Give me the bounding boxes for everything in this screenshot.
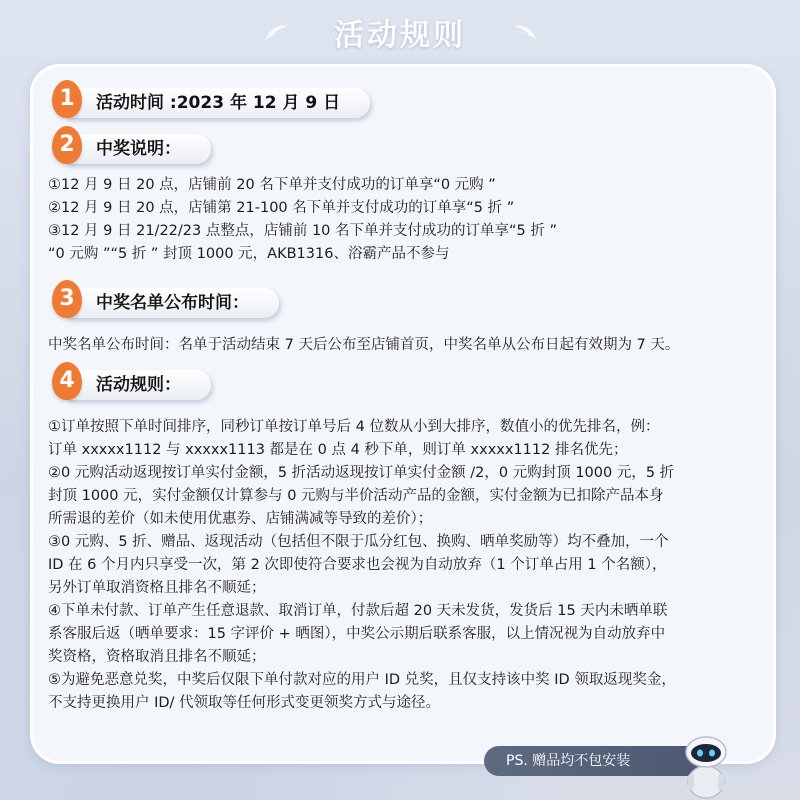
section-number-badge: 1 — [52, 80, 82, 118]
rule-line: 不支持更换用户 ID/ 代领取等任何形式变更领奖方式与途径。 — [48, 695, 441, 711]
section-4-body — [48, 416, 768, 715]
rule-line: 奖资格，资格取消且排名不顺延； — [48, 649, 266, 665]
rule-line: “0 元购 ”“5 折 ” 封顶 1000 元，AKB1316、浴霸产品不参与 — [48, 246, 450, 262]
rule-line: 另外订单取消资格且排名不顺延； — [48, 580, 266, 596]
ps-note: PS. 赠品均不包安装 — [484, 746, 714, 776]
rule-line: ③0 元购、5 折、赠品、返现活动（包括但不限于瓜分红包、换购、晒单奖励等）均不叠加，一个 — [48, 534, 669, 550]
rule-line: 所需退的差价（如未使用优惠券、店铺满减等导致的差价）； — [48, 511, 433, 527]
section-number-badge: 2 — [52, 126, 82, 164]
rule-line: 系客服后返（晒单要求：15 字评价 + 晒图），中奖公示期后联系客服，以上情况视为自动放弃中 — [48, 626, 666, 642]
section-title: 中奖说明： — [66, 134, 211, 164]
section-title: 活动规则： — [66, 370, 211, 400]
section-title: 中奖名单公布时间： — [66, 288, 279, 318]
rule-line: ③12 月 9 日 21/22/23 点整点，店铺前 10 名下单并支付成功的订单享“5 折 ” — [48, 223, 557, 239]
rule-line: 订单 xxxxx1112 与 xxxxx1113 都是在 0 点 4 秒下单，则订单 xxxxx1112 排名优先； — [48, 442, 628, 458]
section-title: 活动时间 :2023 年 12 月 9 日 — [66, 88, 370, 118]
rule-line: ①订单按照下单时间排序，同秒订单按订单号后 4 位数从小到大排序，数值小的优先排名，例： — [48, 419, 660, 435]
rule-line: ②12 月 9 日 20 点，店铺第 21-100 名下单并支付成功的订单享“5 折 ” — [48, 200, 515, 216]
section-number-badge: 4 — [52, 362, 82, 400]
rule-line: 中奖名单公布时间：名单于活动结束 7 天后公布至店铺首页，中奖名单从公布日起有效期为 7 天。 — [48, 337, 680, 353]
rule-line: ID 在 6 个月内只享受一次，第 2 次即使符合要求也会视为自动放弃（1 个订单占用 1 个名额）， — [48, 557, 667, 573]
section-3-body — [48, 334, 768, 357]
wing-icon-right — [512, 22, 538, 44]
rule-line: ⑤为避免恶意兑奖，中奖后仅限下单付款对应的用户 ID 兑奖，且仅支持该中奖 ID 领取返现奖金， — [48, 672, 676, 688]
rule-line: ②0 元购活动返现按订单实付金额，5 折活动返现按订单实付金额 /2，0 元购封顶 1000 元，5 折 — [48, 465, 675, 481]
section-2-body — [48, 174, 768, 266]
rule-line: 封顶 1000 元，实付金额仅计算参与 0 元购与半价活动产品的金额，实付金额为已扣除产品本身 — [48, 488, 664, 504]
section-number-badge: 3 — [52, 280, 82, 318]
rule-line: ①12 月 9 日 20 点，店铺前 20 名下单并支付成功的订单享“0 元购 ” — [48, 177, 496, 193]
page-title: 活动规则 — [334, 18, 466, 53]
robot-mascot-icon — [668, 730, 744, 800]
rule-line: ④下单未付款、订单产生任意退款、取消订单，付款后超 20 天未发货，发货后 15 天内未晒单联 — [48, 603, 668, 619]
